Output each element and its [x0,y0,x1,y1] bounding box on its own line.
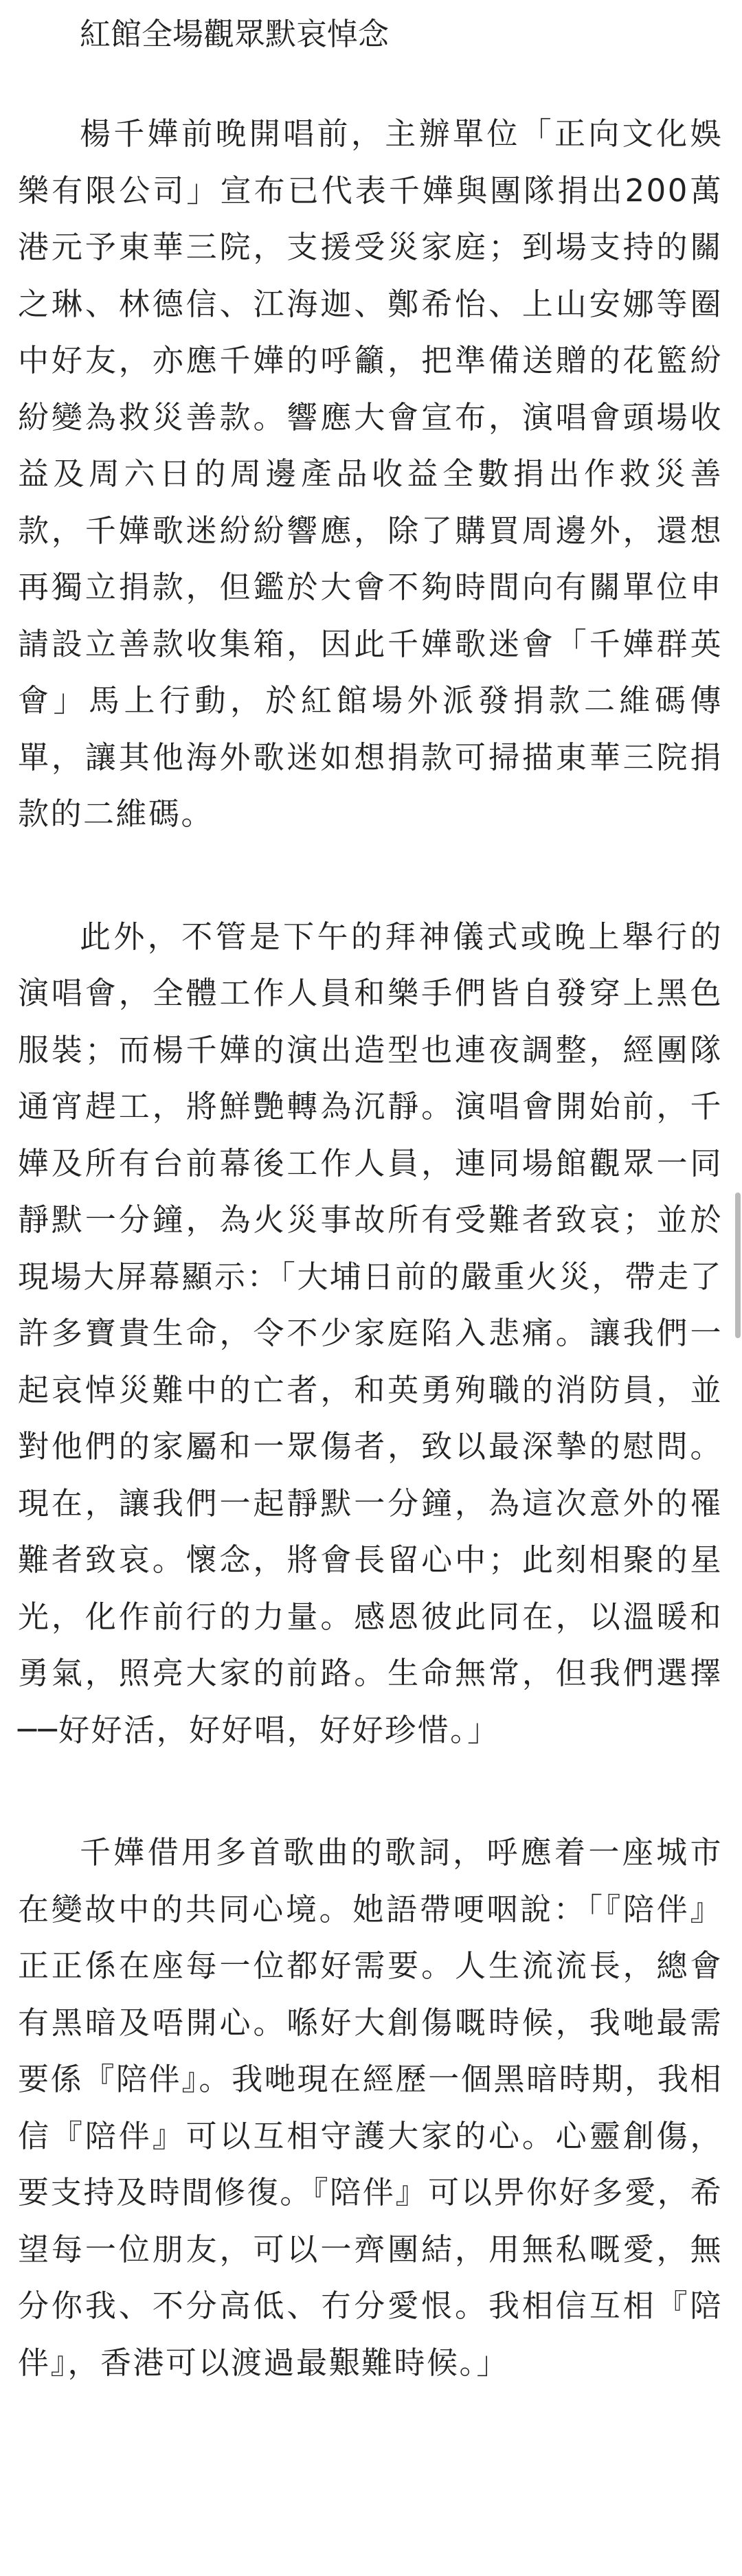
paragraph-companionship-quote: 千嬅借用多首歌曲的歌詞，呼應着一座城市在變故中的共同心境。她語帶哽咽說：「『陪伴』正正係在座每一位都好需要。人生流流長，總會有黑暗及唔開心。喺好大創傷嘅時候，我哋最需要係『陪伴』。我哋現在經歷一個黑暗時期，我相信『陪伴』可以互相守護大家的心。心靈創傷，要支持及時間修復。『陪伴』可以畀你好多愛，希望每一位朋友，可以一齊團結，用無私嘅愛，無分你我、不分高低、冇分愛恨。我相信互相『陪伴』，香港可以渡過最艱難時候。」 [18,1834,723,2381]
paragraph-donation: 楊千嬅前晚開唱前，主辦單位「正向文化娛樂有限公司」宣布已代表千嬅與團隊捐出200萬港元予東華三院，支援受災家庭；到場支持的關之琳、林德信、江海迦、鄭希怡、上山安娜等圈中好友，亦應千嬅的呼籲，把準備送贈的花籃紛紛變為救災善款。響應大會宣布，演唱會頭場收益及周六日的周邊產品收益全數捐出作救災善款，千嬅歌迷紛紛響應，除了購買周邊外，還想再獨立捐款，但鑑於大會不夠時間向有關單位申請設立善款收集箱，因此千嬅歌迷會「千嬅群英會」馬上行動，於紅館場外派發捐款二維碼傳單，讓其他海外歌迷如想捐款可掃描東華三院捐款的二維碼。 [18,115,723,832]
paragraph-silence-tribute: 此外，不管是下午的拜神儀式或晚上舉行的演唱會，全體工作人員和樂手們皆自發穿上黑色服裝；而楊千嬅的演出造型也連夜調整，經團隊通宵趕工，將鮮艷轉為沉靜。演唱會開始前，千嬅及所有台前幕後工作人員，連同場館觀眾一同靜默一分鐘，為火災事故所有受難者致哀；並於現場大屏幕顯示：「大埔日前的嚴重火災，帶走了許多寶貴生命，令不少家庭陷入悲痛。讓我們一起哀悼災難中的亡者，和英勇殉職的消防員，並對他們的家屬和一眾傷者，致以最深摯的慰問。現在，讓我們一起靜默一分鐘，為這次意外的罹難者致哀。懷念，將會長留心中；此刻相聚的星光，化作前行的力量。感恩彼此同在，以溫暖和勇氣，照亮大家的前路。生命無常，但我們選擇──好好活，好好唱，好好珍惜。」 [18,918,723,1748]
scrollbar-thumb[interactable] [735,1193,741,1338]
section-heading: 紅館全場觀眾默哀悼念 [80,16,390,52]
